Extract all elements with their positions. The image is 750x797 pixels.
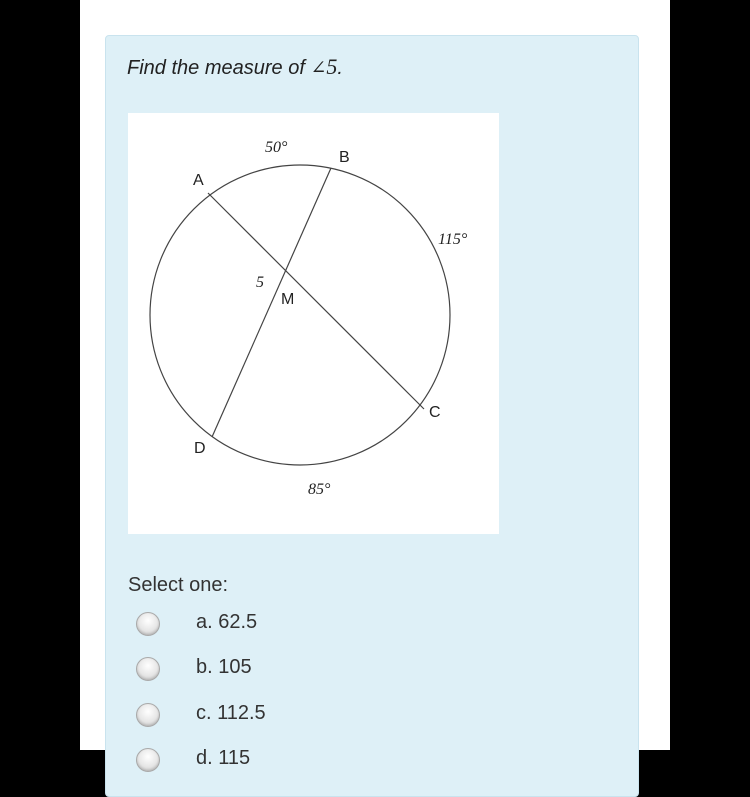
arc-label-bc: 115° <box>438 231 468 248</box>
point-label-c: C <box>429 404 441 421</box>
option-label[interactable]: c. 112.5 <box>196 702 266 724</box>
chord-ac <box>208 193 424 409</box>
option-label[interactable]: b. 105 <box>196 656 252 678</box>
option-label[interactable]: d. 115 <box>196 747 251 769</box>
arc-label-dc: 85° <box>308 481 331 498</box>
option-label[interactable]: a. 62.5 <box>196 611 258 633</box>
arc-label-ab: 50° <box>265 139 288 156</box>
option-a[interactable] <box>136 612 436 642</box>
point-label-a: A <box>193 172 204 189</box>
question-prefix: Find the measure of <box>127 57 311 79</box>
option-b[interactable] <box>136 657 436 687</box>
circle-diagram <box>128 113 499 534</box>
radio-button[interactable] <box>136 657 160 681</box>
radio-button[interactable] <box>136 748 160 772</box>
angle-symbol: ∠ <box>310 57 327 79</box>
point-label-d: D <box>194 440 206 457</box>
radio-button[interactable] <box>136 703 160 727</box>
geometry-figure <box>128 113 499 534</box>
chord-bd <box>212 168 331 437</box>
option-c[interactable] <box>136 703 436 733</box>
point-label-b: B <box>339 149 350 166</box>
quiz-screen <box>80 0 670 769</box>
circle <box>150 165 450 465</box>
angle-label-5: 5 <box>256 274 264 291</box>
radio-button[interactable] <box>136 612 160 636</box>
question-suffix: . <box>337 57 343 79</box>
option-d[interactable] <box>136 748 436 778</box>
question-text <box>127 54 343 80</box>
select-prompt: Select one: <box>128 574 229 596</box>
question-card <box>105 35 639 797</box>
point-label-m: M <box>281 291 295 308</box>
angle-number: 5 <box>326 54 338 79</box>
